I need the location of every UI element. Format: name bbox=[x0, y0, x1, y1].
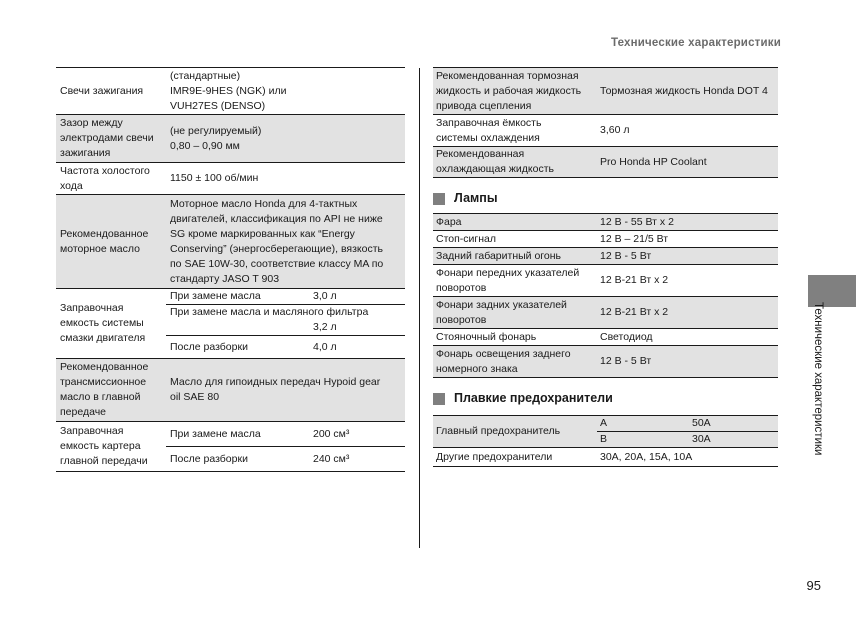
coolant-capacity-value: 3,60 л bbox=[597, 115, 778, 147]
main-fuse-b-value: 30A bbox=[689, 432, 778, 448]
row-coolant-capacity bbox=[433, 115, 778, 147]
spark-plugs-label: Свечи зажигания bbox=[56, 68, 166, 115]
other-fuses-value: 30A, 20A, 15A, 10A bbox=[597, 448, 778, 467]
spark-plugs-value: (стандартные) IMR9E-9HES (NGK) или VUH27ES (DENSO) bbox=[166, 68, 405, 115]
coolant-capacity-label: Заправочная ёмкость системы охлаждения bbox=[433, 115, 597, 147]
lamp-label: Фара bbox=[433, 214, 597, 231]
lube-filter-change: При замене масла и масляного фильтра 3,2 л bbox=[166, 305, 405, 336]
lamp-value: 12 В - 5 Вт bbox=[597, 248, 778, 265]
lamp-value: Светодиод bbox=[597, 329, 778, 346]
fluids-table bbox=[433, 67, 778, 178]
lamps-table bbox=[433, 213, 778, 378]
lamp-row bbox=[433, 346, 778, 378]
lamp-value: 12 В - 55 Вт x 2 bbox=[597, 214, 778, 231]
electrode-gap-value: (не регулируемый) 0,80 – 0,90 мм bbox=[166, 115, 405, 163]
lamp-value: 12 В - 5 Вт bbox=[597, 346, 778, 378]
running-header: Технические характеристики bbox=[610, 37, 781, 49]
final-drive-oil-change-value: 200 см³ bbox=[309, 422, 405, 447]
lamp-label: Задний габаритный огонь bbox=[433, 248, 597, 265]
lamp-row bbox=[433, 297, 778, 329]
idle-speed-label: Частота холостого хода bbox=[56, 163, 166, 195]
lamp-label: Фонари передних указателей поворотов bbox=[433, 265, 597, 297]
row-electrode-gap bbox=[56, 115, 405, 163]
section-tab-label: Технические характеристики bbox=[812, 302, 824, 456]
fuses-table bbox=[433, 415, 778, 467]
coolant-value: Pro Honda HP Coolant bbox=[597, 147, 778, 178]
row-final-drive-oil-change bbox=[56, 422, 405, 447]
specs-table-left bbox=[56, 67, 405, 472]
main-fuse-label: Главный предохранитель bbox=[433, 416, 597, 448]
column-divider bbox=[419, 68, 420, 548]
lube-disassembly-value: 4,0 л bbox=[309, 336, 405, 359]
final-drive-oil-value: Масло для гипоидных передач Hypoid gear oil SAE 80 bbox=[166, 359, 405, 422]
final-drive-disassembly-value: 240 см³ bbox=[309, 447, 405, 472]
section-square-icon bbox=[433, 193, 445, 205]
lamp-row bbox=[433, 214, 778, 231]
engine-oil-value: Моторное масло Honda для 4-тактных двигателей, классификация по API не ниже SG кроме маркированных как “Energy Conserving” (энергосберегающие), вязкость по SAE 10W-30, соответствие классу MA по стандарту JASO T 903 bbox=[166, 195, 405, 289]
lamp-row bbox=[433, 231, 778, 248]
row-final-drive-oil bbox=[56, 359, 405, 422]
row-main-fuse-a bbox=[433, 416, 778, 432]
final-drive-disassembly-label: После разборки bbox=[166, 447, 309, 472]
row-engine-oil bbox=[56, 195, 405, 289]
lamp-row bbox=[433, 329, 778, 346]
final-drive-capacity-label: Заправочная емкость картера главной передачи bbox=[56, 422, 166, 472]
row-spark-plugs bbox=[56, 68, 405, 115]
brake-fluid-value: Тормозная жидкость Honda DOT 4 bbox=[597, 68, 778, 115]
lube-capacity-label: Заправочная емкость системы смазки двигателя bbox=[56, 289, 166, 359]
section-square-icon bbox=[433, 393, 445, 405]
row-brake-fluid bbox=[433, 68, 778, 115]
lamp-label: Фонари задних указателей поворотов bbox=[433, 297, 597, 329]
fuses-heading bbox=[433, 391, 613, 406]
fuses-heading-text: Плавкие предохранители bbox=[454, 391, 613, 405]
coolant-label: Рекомендованная охлаждающая жидкость bbox=[433, 147, 597, 178]
lamp-value: 12 В-21 Вт x 2 bbox=[597, 297, 778, 329]
brake-fluid-label: Рекомендованная тормозная жидкость и рабочая жидкость привода сцепления bbox=[433, 68, 597, 115]
lamp-value: 12 В – 21/5 Вт bbox=[597, 231, 778, 248]
lamp-row bbox=[433, 265, 778, 297]
lamps-heading bbox=[433, 191, 498, 206]
final-drive-oil-change-label: При замене масла bbox=[166, 422, 309, 447]
main-fuse-a: A bbox=[597, 416, 689, 432]
idle-speed-value: 1150 ± 100 об/мин bbox=[166, 163, 405, 195]
row-coolant bbox=[433, 147, 778, 178]
lamp-label: Стоп-сигнал bbox=[433, 231, 597, 248]
lamp-value: 12 В-21 Вт x 2 bbox=[597, 265, 778, 297]
lamp-row bbox=[433, 248, 778, 265]
other-fuses-label: Другие предохранители bbox=[433, 448, 597, 467]
lube-disassembly-label: После разборки bbox=[166, 336, 309, 359]
row-other-fuses bbox=[433, 448, 778, 467]
main-fuse-b: B bbox=[597, 432, 689, 448]
row-lube-oil-change bbox=[56, 289, 405, 305]
page-number: 95 bbox=[806, 578, 821, 593]
row-idle-speed bbox=[56, 163, 405, 195]
lamp-label: Фонарь освещения заднего номерного знака bbox=[433, 346, 597, 378]
main-fuse-a-value: 50A bbox=[689, 416, 778, 432]
lube-oil-change-value: 3,0 л bbox=[309, 289, 405, 305]
lamps-heading-text: Лампы bbox=[454, 191, 498, 205]
electrode-gap-label: Зазор между электродами свечи зажигания bbox=[56, 115, 166, 163]
lamp-label: Стояночный фонарь bbox=[433, 329, 597, 346]
final-drive-oil-label: Рекомендованное трансмиссионное масло в главной передаче bbox=[56, 359, 166, 422]
lube-oil-change-label: При замене масла bbox=[166, 289, 309, 305]
engine-oil-label: Рекомендованное моторное масло bbox=[56, 195, 166, 289]
